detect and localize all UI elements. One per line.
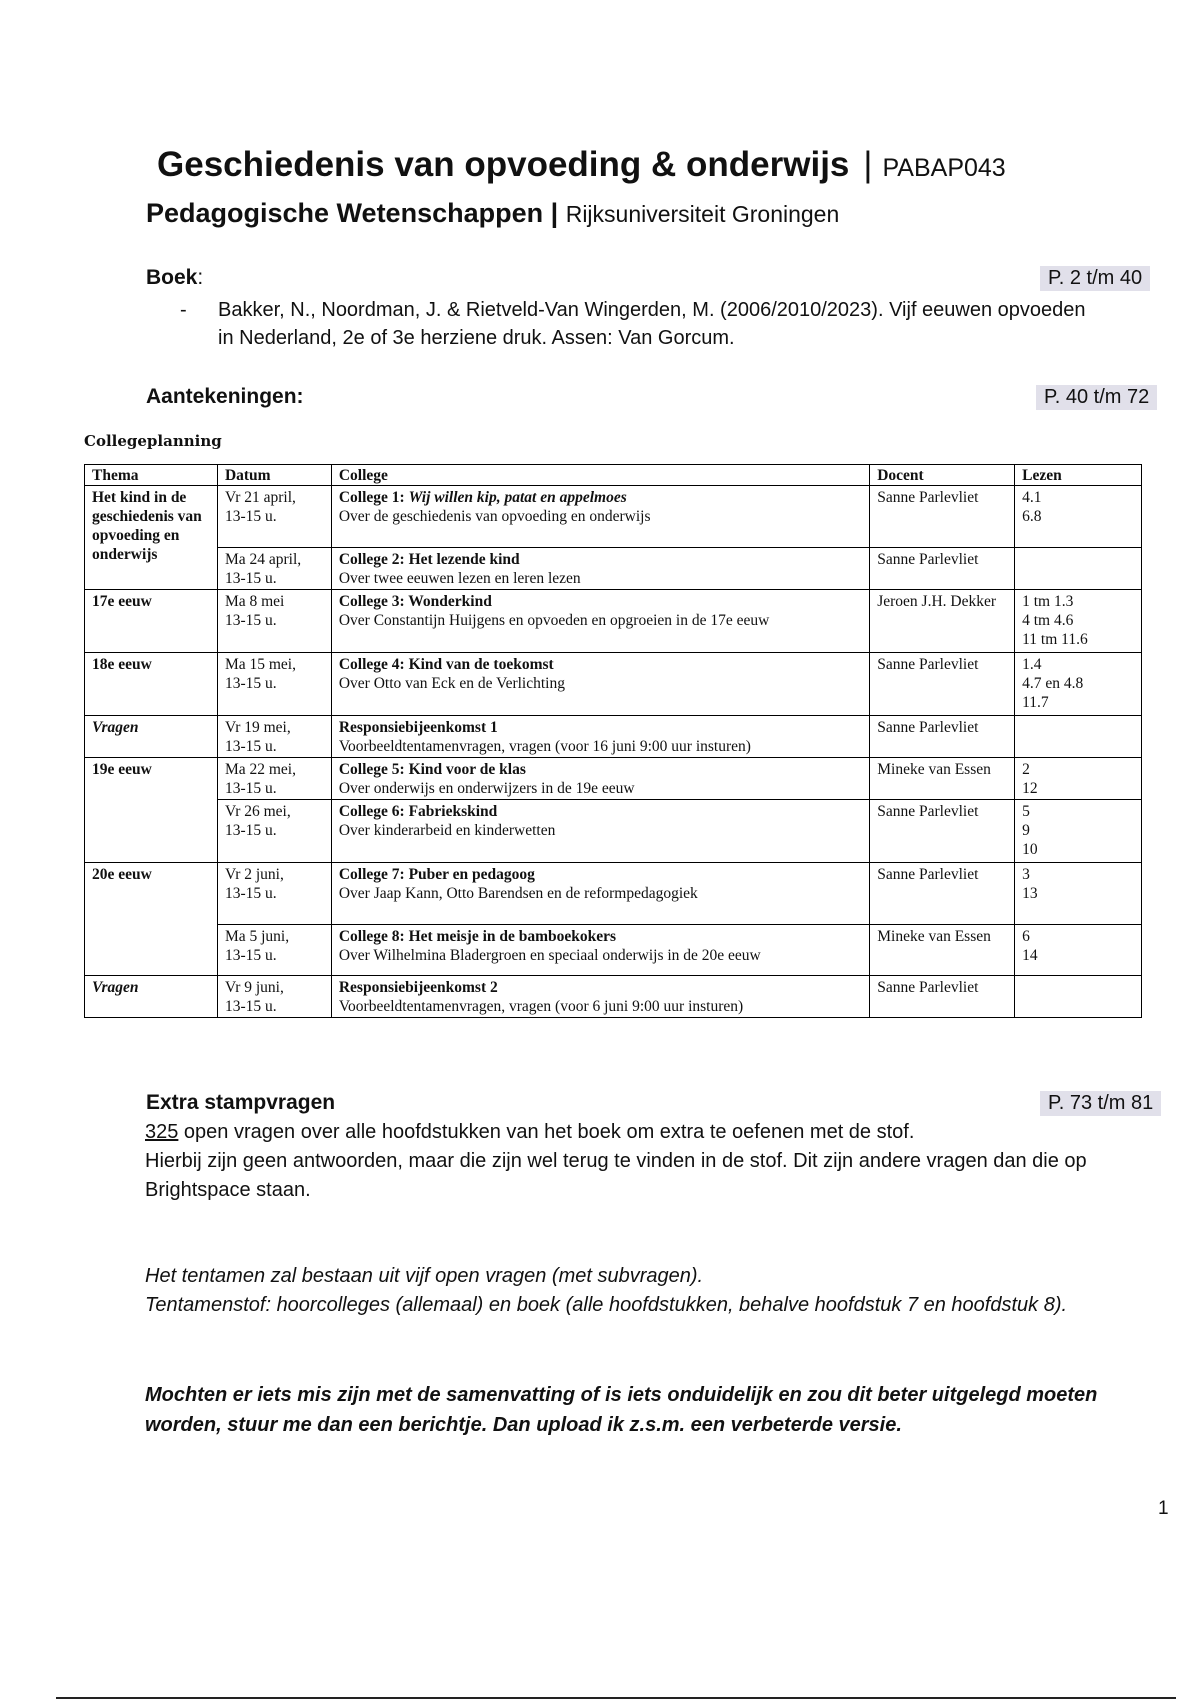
title-text: Geschiedenis van opvoeding & onderwijs (157, 145, 850, 184)
subtitle-separator: | (550, 198, 559, 228)
extra-description (145, 1118, 1175, 1205)
reading-cell (1015, 976, 1142, 1018)
theme-cell: Vragen (85, 976, 218, 1018)
table-row (85, 653, 1142, 716)
exam-line-1: Het tentamen zal bestaan uit vijf open vragen (met subvragen). (145, 1265, 704, 1287)
college-cell (331, 758, 869, 800)
date-cell: Ma 22 mei, 13-15 u. (217, 758, 331, 800)
college-title: College 4: Kind van de toekomst (338, 656, 554, 673)
college-cell (331, 863, 869, 925)
reading-cell: 5 9 10 (1015, 800, 1142, 863)
reading-cell: 6 14 (1015, 925, 1142, 976)
teacher-cell: Sanne Parlevliet (870, 486, 1015, 548)
table-row (85, 976, 1142, 1018)
college-cell (331, 548, 869, 590)
title-separator: | (863, 145, 873, 184)
teacher-cell: Sanne Parlevliet (870, 863, 1015, 925)
closing-note: Mochten er iets mis zijn met de samenvatting of is iets onduidelijk en zou dit beter uitgelegd moeten worden, stuur me dan een berichtje. Dan upload ik z.s.m. een verbeterde versie. (145, 1384, 1098, 1436)
header-college: College (331, 465, 869, 486)
theme-cell: Vragen (85, 716, 218, 758)
table-row (85, 716, 1142, 758)
teacher-cell: Sanne Parlevliet (870, 548, 1015, 590)
theme-cell: 19e eeuw (85, 758, 218, 863)
question-count: 325 (145, 1121, 179, 1143)
theme-cell: 18e eeuw (85, 653, 218, 716)
college-description: Over Wilhelmina Bladergroen en speciaal onderwijs in de 20e eeuw (338, 947, 761, 964)
college-title: College 6: Fabriekskind (338, 803, 498, 820)
subtitle-text: Pedagogische Wetenschappen (146, 198, 544, 228)
college-description: Over Constantijn Huijgens en opvoeden en opgroeien in de 17e eeuw (338, 612, 770, 629)
header-reading: Lezen (1015, 465, 1142, 486)
reading-cell: 1.4 4.7 en 4.8 11.7 (1015, 653, 1142, 716)
extra-line-1: 325 open vragen over alle hoofdstukken van het boek om extra te oefenen met de stof. (145, 1121, 915, 1143)
college-title: College 5: Kind voor de klas (338, 761, 526, 778)
bottom-divider (56, 1697, 1176, 1699)
document-title (157, 145, 1006, 185)
header-theme: Thema (85, 465, 218, 486)
table-row (85, 548, 1142, 590)
college-description: Voorbeeldtentamenvragen, vragen (voor 16 juni 9:00 uur insturen) (338, 738, 751, 755)
teacher-cell: Sanne Parlevliet (870, 800, 1015, 863)
college-title: Responsiebijeenkomst 1 (338, 719, 498, 736)
reading-cell: 3 13 (1015, 863, 1142, 925)
page-number: 1 (1158, 1498, 1169, 1519)
extra-line-2: Hierbij zijn geen antwoorden, maar die zijn wel terug te vinden in de stof. Dit zijn andere vragen dan die op Brightspace staan. (145, 1150, 1087, 1201)
date-cell: Vr 2 juni, 13-15 u. (217, 863, 331, 925)
college-description: Voorbeeldtentamenvragen, vragen (voor 6 juni 9:00 uur insturen) (338, 998, 744, 1015)
college-cell (331, 590, 869, 653)
date-cell: Vr 21 april, 13-15 u. (217, 486, 331, 548)
reading-cell: 1 tm 1.3 4 tm 4.6 11 tm 11.6 (1015, 590, 1142, 653)
book-reference: Bakker, N., Noordman, J. & Rietveld-Van Wingerden, M. (2006/2010/2023). Vijf eeuwen opvoeden in Nederland, 2e of 3e herziene druk. Assen: Van Gorcum. (218, 299, 1086, 349)
course-code: PABAP043 (882, 154, 1006, 182)
table-row (85, 925, 1142, 976)
date-cell: Ma 15 mei, 13-15 u. (217, 653, 331, 716)
extra-label (146, 1091, 335, 1115)
college-description: Over Jaap Kann, Otto Barendsen en de reformpedagogiek (338, 885, 698, 902)
reading-cell (1015, 716, 1142, 758)
date-cell: Vr 9 juni, 13-15 u. (217, 976, 331, 1018)
college-cell (331, 486, 869, 548)
teacher-cell: Sanne Parlevliet (870, 976, 1015, 1018)
college-description: Over de geschiedenis van opvoeding en onderwijs (338, 508, 651, 525)
date-cell: Vr 19 mei, 13-15 u. (217, 716, 331, 758)
college-description: Over onderwijs en onderwijzers in de 19e eeuw (338, 780, 635, 797)
teacher-cell: Sanne Parlevliet (870, 716, 1015, 758)
teacher-cell: Jeroen J.H. Dekker (870, 590, 1015, 653)
notes-label (146, 385, 304, 409)
college-cell (331, 925, 869, 976)
schedule-header-row (85, 465, 1142, 486)
reading-cell: 2 12 (1015, 758, 1142, 800)
table-row (85, 863, 1142, 925)
date-cell: Vr 26 mei, 13-15 u. (217, 800, 331, 863)
date-cell: Ma 5 juni, 13-15 u. (217, 925, 331, 976)
book-pages-badge: P. 2 t/m 40 (1040, 266, 1150, 291)
schedule-table (84, 464, 1142, 1018)
table-row (85, 800, 1142, 863)
college-description: Over Otto van Eck en de Verlichting (338, 675, 565, 692)
date-cell: Ma 8 mei 13-15 u. (217, 590, 331, 653)
college-title: Responsiebijeenkomst 2 (338, 979, 498, 996)
book-label-colon: : (197, 266, 204, 289)
reading-cell: 4.1 6.8 (1015, 486, 1142, 548)
exam-info (145, 1262, 1185, 1320)
teacher-cell: Sanne Parlevliet (870, 653, 1015, 716)
extra-pages-badge: P. 73 t/m 81 (1040, 1091, 1161, 1116)
university-name: Rijksuniversiteit Groningen (565, 201, 840, 227)
college-description: Over twee eeuwen lezen en leren lezen (338, 570, 581, 587)
college-title: College 2: Het lezende kind (338, 551, 520, 568)
teacher-cell: Mineke van Essen (870, 758, 1015, 800)
college-title: College 1: Wij willen kip, patat en appelmoes (338, 489, 627, 506)
table-row (85, 758, 1142, 800)
college-cell (331, 653, 869, 716)
college-description: Over kinderarbeid en kinderwetten (338, 822, 556, 839)
college-cell (331, 800, 869, 863)
college-title: College 8: Het meisje in de bamboekokers (338, 928, 617, 945)
college-cell (331, 976, 869, 1018)
list-dash: - (180, 299, 187, 321)
header-teacher: Docent (870, 465, 1015, 486)
theme-cell: 20e eeuw (85, 863, 218, 976)
document-subtitle (146, 198, 839, 229)
book-label-text: Boek (146, 266, 198, 289)
header-date: Datum (217, 465, 331, 486)
college-title: College 3: Wonderkind (338, 593, 492, 610)
notes-label-text: Aantekeningen: (146, 385, 304, 408)
exam-line-2: Tentamenstof: hoorcolleges (allemaal) en boek (alle hoofdstukken, behalve hoofdstuk 7 en hoofdstuk 8). (145, 1294, 1068, 1316)
teacher-cell: Mineke van Essen (870, 925, 1015, 976)
book-label (146, 266, 203, 290)
theme-cell: Het kind in de geschiedenis van opvoeding en onderwijs (85, 486, 218, 590)
date-cell: Ma 24 april, 13-15 u. (217, 548, 331, 590)
schedule-title: Collegeplanning (84, 432, 222, 450)
theme-cell: 17e eeuw (85, 590, 218, 653)
table-row (85, 486, 1142, 548)
reading-cell (1015, 548, 1142, 590)
notes-pages-badge: P. 40 t/m 72 (1036, 385, 1157, 410)
college-title: College 7: Puber en pedagoog (338, 866, 535, 883)
extra-label-text: Extra stampvragen (146, 1091, 336, 1114)
college-cell (331, 716, 869, 758)
table-row (85, 590, 1142, 653)
